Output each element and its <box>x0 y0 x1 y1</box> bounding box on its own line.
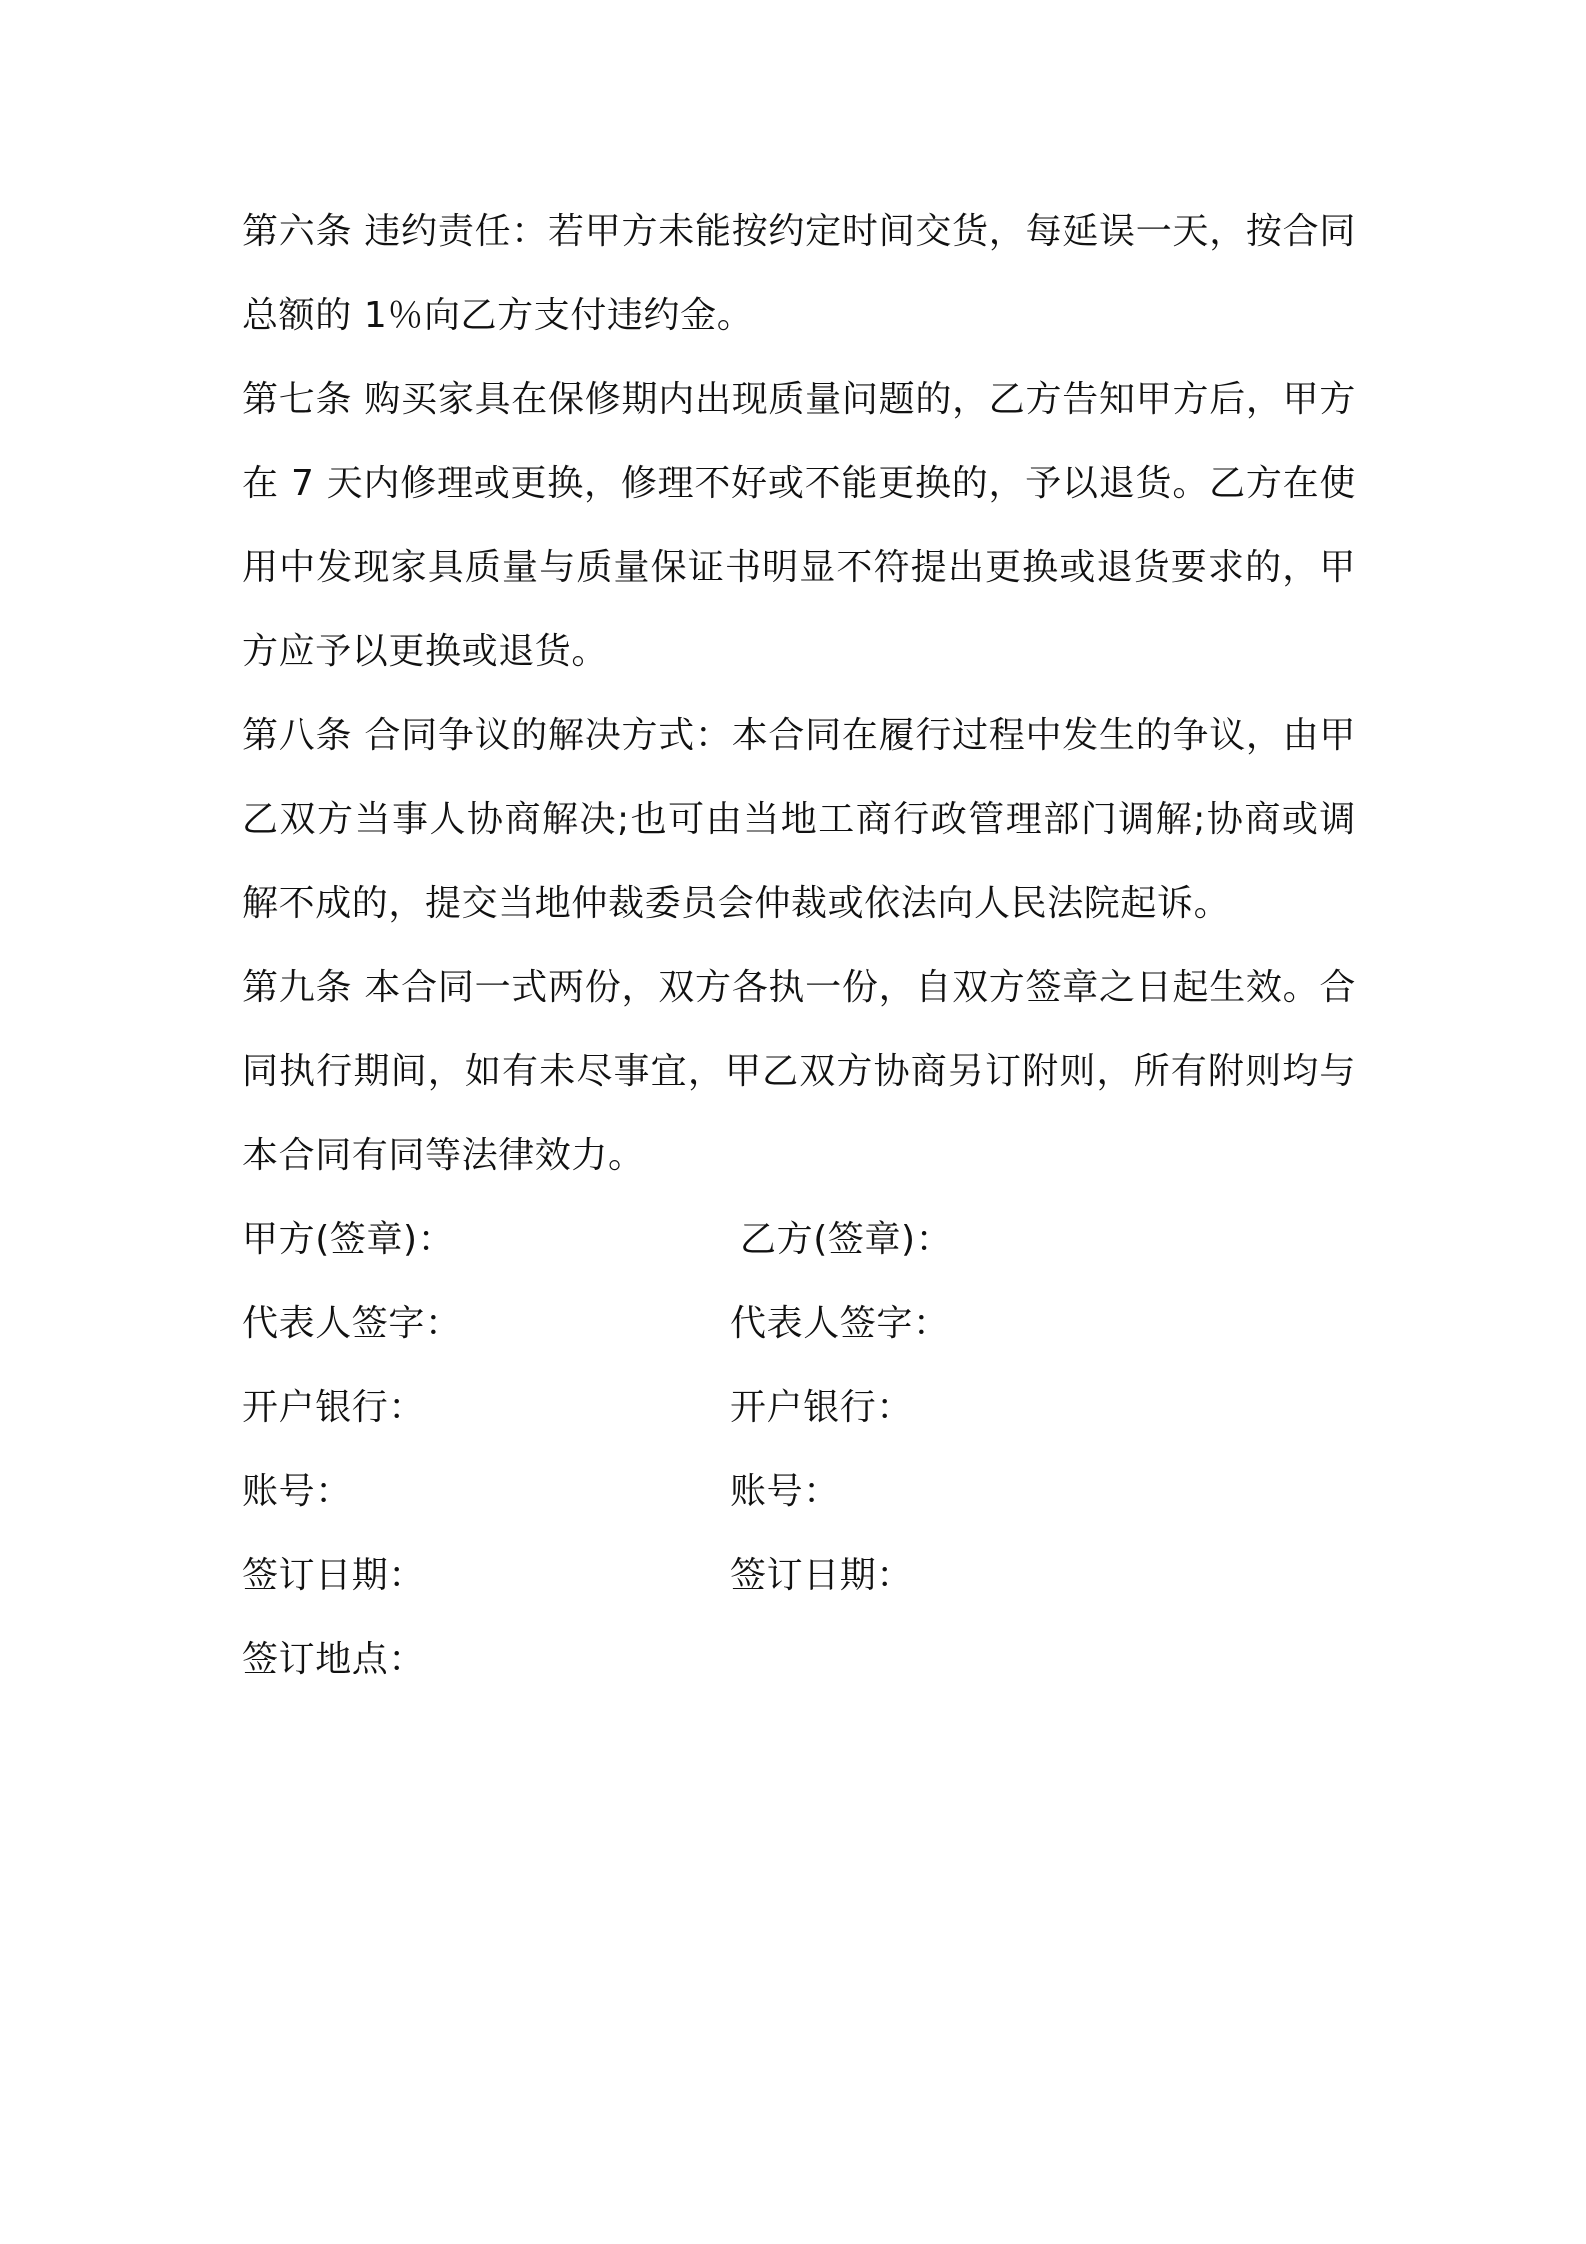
signature-row-account <box>242 1450 1356 1534</box>
signature-row-place <box>242 1618 1356 1702</box>
signature-row-representative <box>242 1282 1356 1366</box>
signature-row-bank <box>242 1366 1356 1450</box>
party-a-bank-label: 开户银行： <box>242 1387 426 1428</box>
clause-7: 第七条 购买家具在保修期内出现质量问题的，乙方告知甲方后，甲方在 7 天内修理或更换，修理不好或不能更换的，予以退货。乙方在使用中发现家具质量与质量保证书明显不符提出更换或退货要求的，甲方应予以更换或退货。 <box>242 379 1356 672</box>
signature-row-date <box>242 1534 1356 1618</box>
party-b-representative-label: 代表人签字： <box>730 1303 950 1344</box>
party-a-seal-label: 甲方(签章)： <box>242 1219 455 1260</box>
clause-6: 第六条 违约责任：若甲方未能按约定时间交货，每延误一天，按合同总额的 1％向乙方支付违约金。 <box>242 211 1356 336</box>
party-a-date-label: 签订日期： <box>242 1555 426 1596</box>
clause-9: 第九条 本合同一式两份，双方各执一份，自双方签章之日起生效。合同执行期间，如有未尽事宜，甲乙双方协商另订附则，所有附则均与本合同有同等法律效力。 <box>242 967 1356 1176</box>
party-b-account-label: 账号： <box>730 1471 840 1512</box>
party-a-account-label: 账号： <box>242 1471 352 1512</box>
contract-body <box>242 190 1356 1702</box>
party-b-seal-label: 乙方(签章)： <box>740 1219 953 1260</box>
signature-row-party-seal <box>242 1198 1356 1282</box>
clause-8: 第八条 合同争议的解决方式：本合同在履行过程中发生的争议，由甲乙双方当事人协商解决;也可由当地工商行政管理部门调解;协商或调解不成的，提交当地仲裁委员会仲裁或依法向人民法院起诉。 <box>242 715 1356 924</box>
party-a-representative-label: 代表人签字： <box>242 1303 462 1344</box>
party-b-date-label: 签订日期： <box>730 1555 914 1596</box>
party-b-bank-label: 开户银行： <box>730 1387 914 1428</box>
signing-place-right <box>730 1618 1356 1702</box>
signature-block <box>242 1198 1356 1702</box>
signing-place-label: 签订地点： <box>242 1639 426 1680</box>
